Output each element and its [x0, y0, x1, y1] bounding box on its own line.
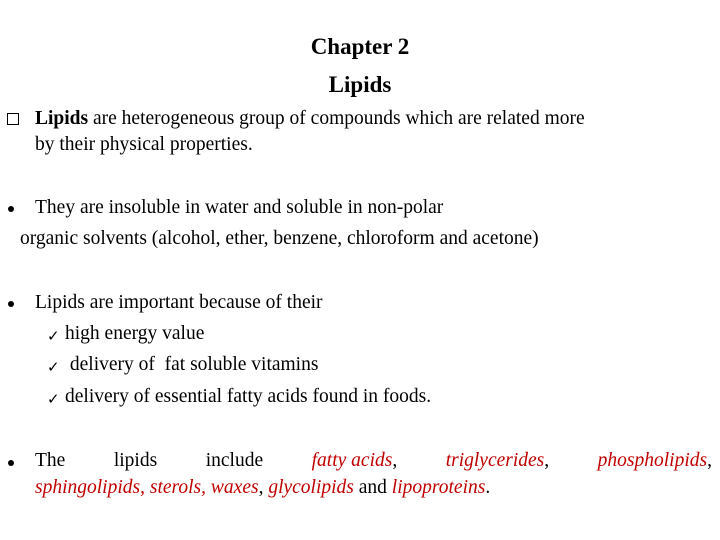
lipid-term: sterols: [149, 477, 202, 498]
square-bullet-icon: [7, 113, 19, 125]
lipid-term: triglycerides,: [445, 450, 550, 471]
checkmark-icon: ✓: [47, 358, 60, 376]
importance-item: delivery of fat soluble vitamins: [65, 354, 319, 375]
importance-item: delivery of essential fatty acids found in foods.: [65, 386, 432, 407]
definition-line-2: by their physical properties.: [35, 134, 253, 155]
lipid-term: phospholipids,: [597, 450, 712, 471]
checkmark-icon: ✓: [47, 390, 60, 408]
lipid-term: lipoproteins: [391, 477, 486, 498]
conjunction: and: [358, 477, 387, 498]
lipid-term: glycolipids: [268, 477, 354, 498]
definition-line-1: [35, 108, 585, 130]
lipid-types-line-2: sphingolipids, sterols, waxes, glycolipids and lipoproteins.: [35, 477, 491, 498]
importance-intro: Lipids are important because of their: [35, 292, 323, 313]
word: include: [205, 450, 264, 471]
bullet-dot-icon: [8, 460, 14, 466]
slide-title: Chapter 2: [310, 34, 410, 59]
word: lipids: [113, 450, 158, 471]
importance-item: high energy value: [65, 323, 205, 344]
definition-term: Lipids: [35, 108, 89, 129]
definition-text: are heterogeneous group of compounds which are related more: [88, 108, 585, 129]
bullet-dot-icon: [8, 206, 14, 212]
lipid-types-line-1: [35, 450, 712, 472]
solubility-line-2: organic solvents (alcohol, ether, benzene, chloroform and acetone): [20, 228, 539, 249]
lipid-term: waxes: [210, 477, 259, 498]
lipid-term: fatty acids,: [311, 450, 398, 471]
slide-subtitle: Lipids: [328, 72, 392, 97]
checkmark-icon: ✓: [47, 327, 60, 345]
word: The: [35, 450, 66, 471]
lipid-term: sphingolipids: [35, 477, 141, 498]
bullet-dot-icon: [8, 301, 14, 307]
solubility-line-1: They are insoluble in water and soluble in non-polar: [35, 197, 444, 218]
